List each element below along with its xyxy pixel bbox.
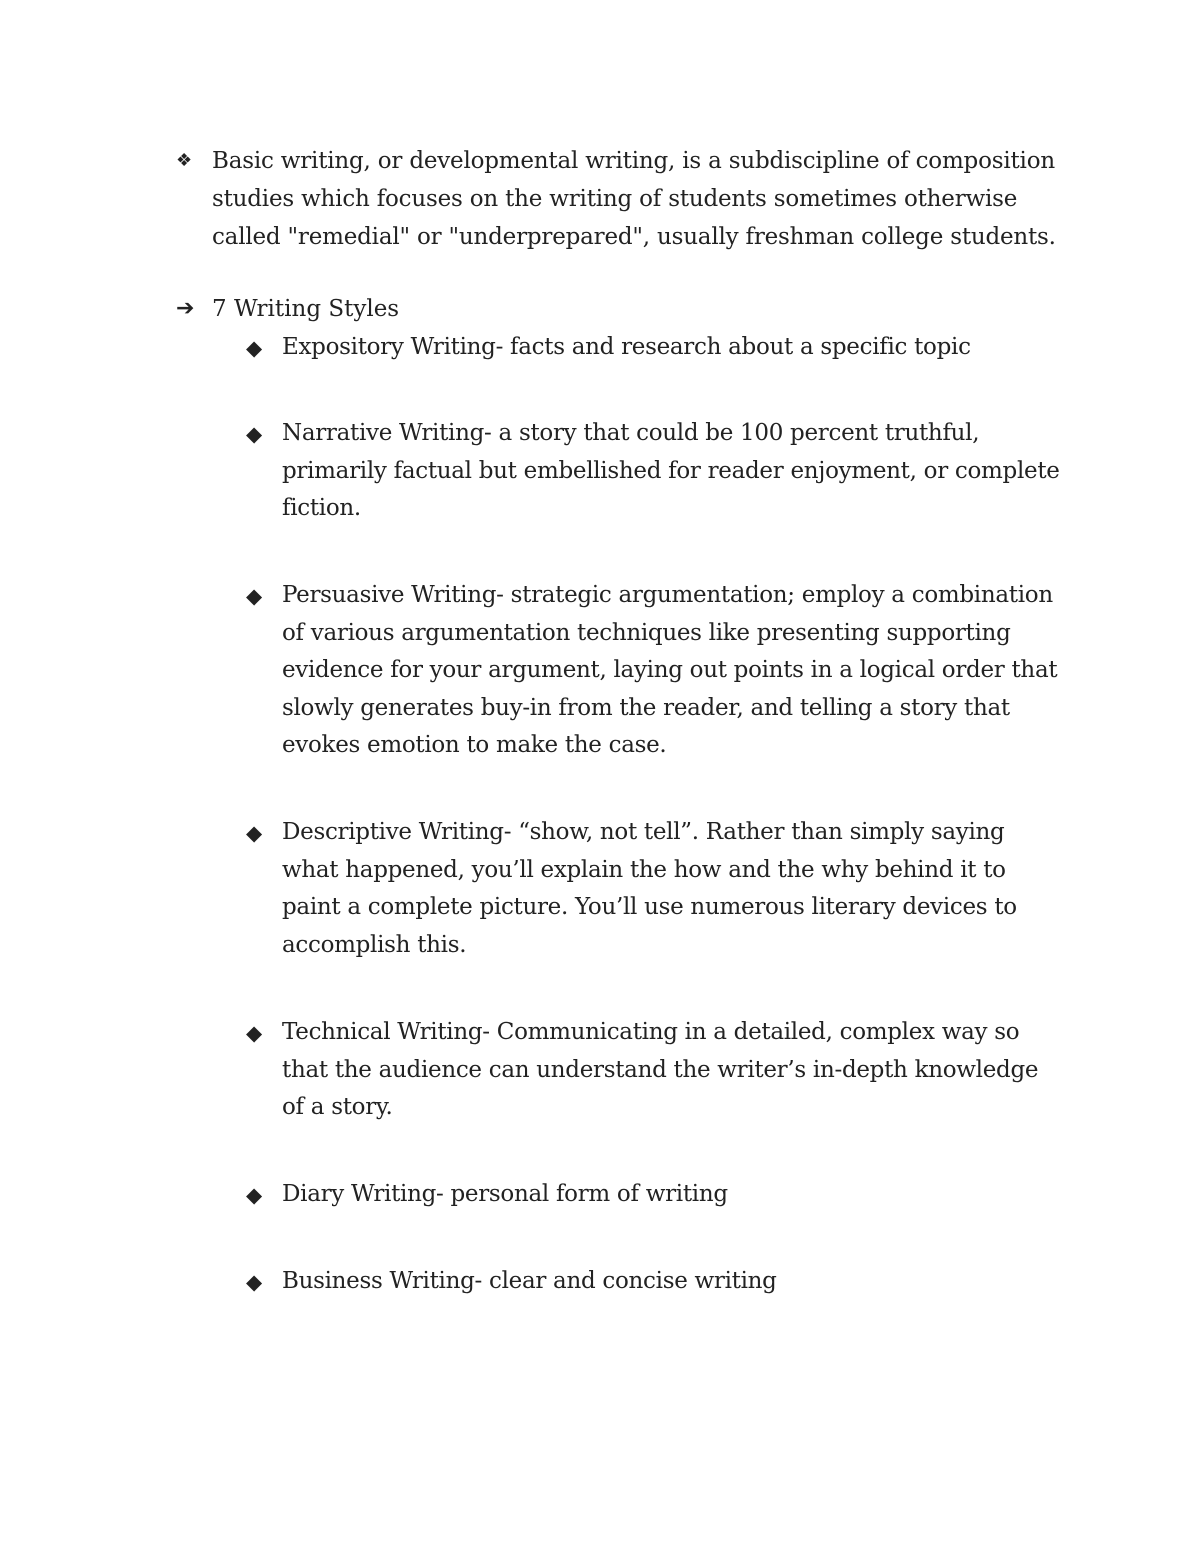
right-arrow-icon: ➔ — [176, 296, 195, 321]
intro-bullet — [176, 142, 1066, 256]
black-diamond-icon: ◆ — [246, 336, 263, 360]
list-item-text: Diary Writing- personal form of writing — [282, 1181, 728, 1207]
list-item-text: Persuasive Writing- strategic argumentation; employ a combination of various argumentation techniques like presenting supporting evidence for your argument, laying out points in a logical order that slowly generates buy-in from the reader, and telling a story that evokes emotion to make the case. — [282, 582, 1058, 759]
black-diamond-icon: ◆ — [246, 1021, 263, 1045]
list-item-text: Expository Writing- facts and research about a specific topic — [282, 334, 971, 360]
black-diamond-icon: ◆ — [246, 584, 263, 608]
list-item — [246, 1014, 1066, 1127]
four-diamond-icon: ❖ — [176, 150, 193, 171]
list-item-text: Descriptive Writing- “show, not tell”. Rather than simply saying what happened, you’ll explain the how and the why behind it to paint a complete picture. You’ll use numerous literary devices to accomplish this. — [282, 819, 1017, 958]
black-diamond-icon: ◆ — [246, 1183, 263, 1207]
list-item — [246, 415, 1066, 528]
black-diamond-icon: ◆ — [246, 1270, 263, 1294]
black-diamond-icon: ◆ — [246, 821, 263, 845]
list-item-text: Technical Writing- Communicating in a detailed, complex way so that the audience can understand the writer’s in-depth knowledge of a story. — [282, 1019, 1039, 1121]
list-item — [246, 577, 1066, 765]
list-item-text: Business Writing- clear and concise writing — [282, 1268, 777, 1294]
writing-styles-heading — [176, 290, 399, 328]
list-item — [246, 1263, 1066, 1301]
black-diamond-icon: ◆ — [246, 422, 263, 446]
list-item-text: Narrative Writing- a story that could be 100 percent truthful, primarily factual but embellished for reader enjoyment, or complete fiction. — [282, 420, 1060, 522]
intro-text: Basic writing, or developmental writing, is a subdiscipline of composition studies which focuses on the writing of students sometimes otherwise called "remedial" or "underprepared", usually freshman college students. — [212, 148, 1056, 250]
section-heading: 7 Writing Styles — [212, 296, 400, 322]
list-item — [246, 329, 1066, 367]
list-item — [246, 814, 1066, 964]
list-item — [246, 1176, 1066, 1214]
